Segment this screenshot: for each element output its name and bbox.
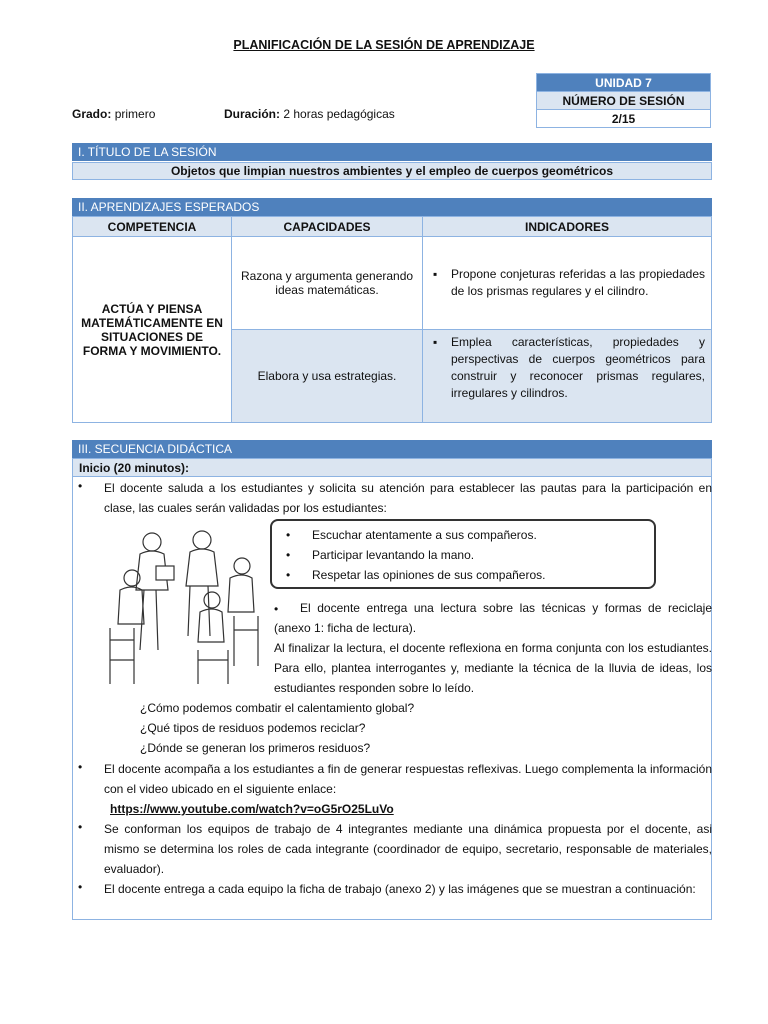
paragraph-worksheet: El docente entrega a cada equipo la ficha de trabajo (anexo 2) y las imágenes que se muestran a continuación: <box>104 882 696 896</box>
section-sequence-head: III. SECUENCIA DIDÁCTICA <box>72 440 712 458</box>
col-indicadores: INDICADORES <box>423 217 712 237</box>
grade-value: primero <box>114 107 156 121</box>
students-illustration <box>104 520 264 688</box>
page-title: PLANIFICACIÓN DE LA SESIÓN DE APRENDIZAJE <box>233 38 535 52</box>
bullet-icon: • <box>78 760 83 774</box>
section-learning-head: II. APRENDIZAJES ESPERADOS <box>72 198 712 216</box>
unit-label: UNIDAD 7 <box>537 74 711 92</box>
paragraph-greeting: El docente saluda a los estudiantes y solicita su atención para establecer las pautas para la participación en clase, las cuales serán validadas por los estudiantes: <box>104 481 712 515</box>
rule-item: • Escuchar atentamente a sus compañeros. <box>302 525 654 545</box>
section-title-head: I. TÍTULO DE LA SESIÓN <box>72 143 712 161</box>
capacidad-cell: Elabora y usa estrategias. <box>232 330 423 423</box>
paragraph-teams: Se conforman los equipos de trabajo de 4 integrantes mediante una dinámica propuesta por el docente, asi mismo se determina los roles de cada integrante (coordinador de equipo, secretario, responsable de materiales, evaluador). <box>104 822 712 876</box>
session-title: Objetos que limpian nuestros ambientes y el empleo de cuerpos geométricos <box>72 162 712 180</box>
question: ¿Dónde se generan los primeros residuos? <box>140 741 371 755</box>
paragraph-reading: El docente entrega una lectura sobre las técnicas y formas de reciclaje (anexo 1: ficha de lectura). <box>274 601 712 635</box>
grade-label: Grado: <box>72 107 112 121</box>
video-link[interactable]: https://www.youtube.com/watch?v=oG5rO25LuVo <box>110 802 394 816</box>
bullet-icon: • <box>78 479 83 493</box>
indicador-item: ▪ Emplea características, propiedades y perspectivas de cuerpos geométricos para construir y reconocer prismas regulares, irregulares y cilindros. <box>451 334 705 402</box>
col-capacidades: CAPACIDADES <box>232 217 423 237</box>
inicio-label: Inicio (20 minutos): <box>72 458 712 477</box>
duration-value: 2 horas pedagógicas <box>283 107 395 121</box>
unit-box <box>536 73 711 128</box>
capacidad-cell: Razona y argumenta generando ideas matemáticas. <box>232 237 423 330</box>
col-competencia: COMPETENCIA <box>73 217 232 237</box>
question: ¿Cómo podemos combatir el calentamiento global? <box>140 701 415 715</box>
bullet-icon: • <box>274 602 279 616</box>
bullet-icon: • <box>78 820 83 834</box>
session-number-label: NÚMERO DE SESIÓN <box>537 92 711 110</box>
learning-table <box>72 216 712 423</box>
bullet-icon: • <box>78 880 83 894</box>
grade-field <box>72 107 155 121</box>
rule-item: • Respetar las opiniones de sus compañeros. <box>302 565 654 585</box>
duration-label: Duración: <box>224 107 281 121</box>
rule-item: • Participar levantando la mano. <box>302 545 654 565</box>
rules-box <box>270 519 656 589</box>
duration-field <box>224 107 395 121</box>
competencia-cell: ACTÚA Y PIENSA MATEMÁTICAMENTE EN SITUACIONES DE FORMA Y MOVIMIENTO. <box>73 237 232 423</box>
indicador-cell <box>423 330 712 423</box>
paragraph-reflection: Al finalizar la lectura, el docente reflexiona en forma conjunta con los estudiantes. Para ello, plantea interrogantes y, mediante la técnica de la lluvia de ideas, los estudiantes responden sobre lo leído. <box>274 641 712 695</box>
paragraph-video: El docente acompaña a los estudiantes a fin de generar respuestas reflexivas. Luego complementa la información con el video ubicado en el siguiente enlace: <box>104 762 712 796</box>
session-number: 2/15 <box>537 110 711 128</box>
indicador-cell <box>423 237 712 330</box>
question: ¿Qué tipos de residuos podemos reciclar? <box>140 721 366 735</box>
indicador-item: ▪ Propone conjeturas referidas a las propiedades de los prismas regulares y el cilindro. <box>451 266 705 300</box>
